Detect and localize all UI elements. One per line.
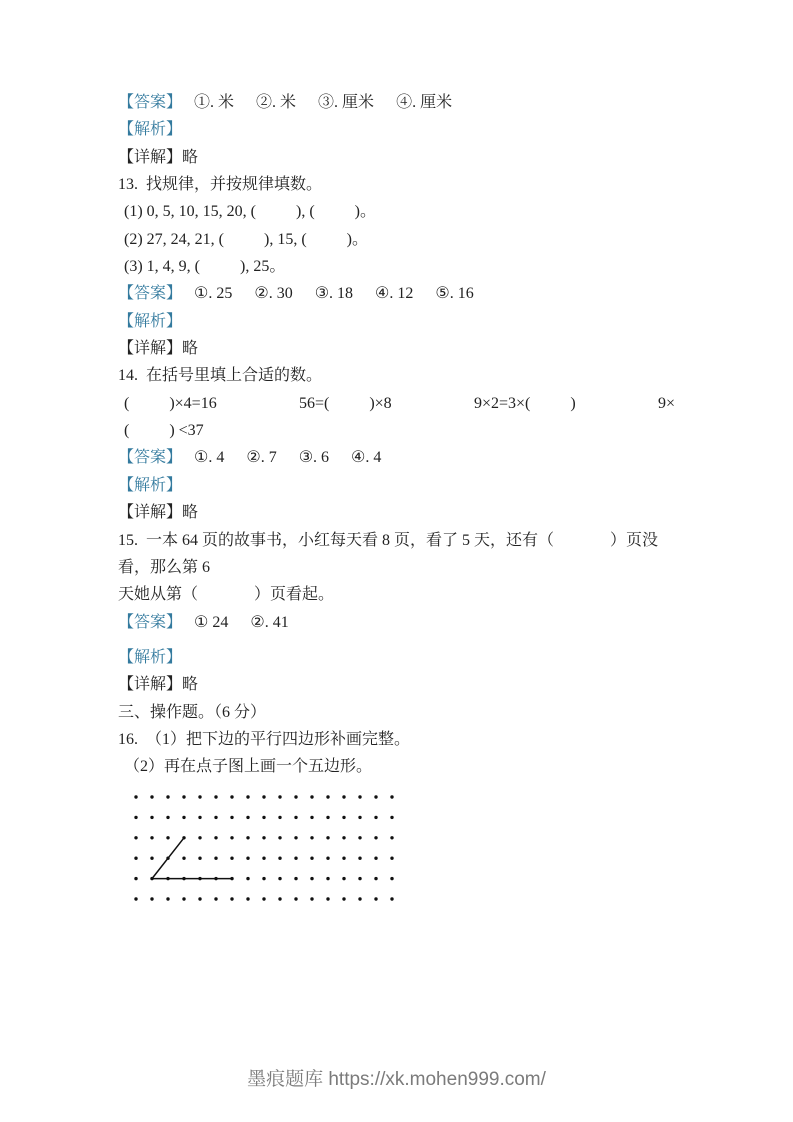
q13-sequence-line-3: (3) 1, 4, 9, ( ), 25。: [124, 258, 286, 276]
detail-line-q13: [118, 335, 675, 362]
detail-label: 【详解】: [118, 340, 183, 358]
detail-text: 略: [182, 504, 199, 522]
q14-expression-2: 56=( )×8: [298, 394, 392, 412]
answer-line-q15: [118, 609, 675, 636]
detail-label: 【详解】: [118, 676, 183, 694]
answer-item: ④. 12: [375, 285, 414, 303]
answer-item: ③. 6: [298, 449, 330, 467]
answer-item: ① 24: [194, 613, 229, 631]
analysis-line-q14: [118, 472, 675, 499]
answer-item: ①. 米: [194, 94, 235, 111]
question-15-text-line-1: 15. 一本 64 页的故事书，小红每天看 8 页，看了 5 天，还有（ ）页没看，那么第 6: [118, 531, 659, 576]
answer-item: ②. 41: [250, 613, 289, 631]
answer-item: ①. 25: [194, 285, 233, 303]
analysis-label: 【解析】: [118, 476, 183, 494]
analysis-line-q15: [118, 644, 675, 671]
q13-sequence-line-2: (2) 27, 24, 21, ( ), 15, ( )。: [124, 230, 368, 248]
question-16-part-1: 16. （1）把下边的平行四边形补画完整。: [118, 730, 411, 748]
detail-text: 略: [182, 148, 199, 166]
q14-expression-4: 9×: [657, 394, 675, 412]
answer-item: ⑤. 16: [435, 285, 474, 303]
q14-expression-line: [118, 390, 675, 417]
document-page: [118, 89, 675, 909]
q14-expression-continued: ( ) <37: [124, 422, 204, 440]
answer-item: ④. 厘米: [396, 94, 453, 111]
question-14-title: 14. 在括号里填上合适的数。: [118, 367, 323, 385]
q14-expression-1: ( )×4=16: [124, 394, 217, 412]
q13-sequence-line-1: (1) 0, 5, 10, 15, 20, ( ), ( )。: [124, 203, 376, 221]
answer-line-q13: [118, 280, 675, 307]
detail-label: 【详解】: [118, 504, 183, 522]
answer-label: 【答案】: [118, 449, 183, 467]
detail-text: 略: [182, 340, 199, 358]
answer-item: ③. 厘米: [318, 94, 375, 111]
answer-item: ②. 米: [256, 94, 297, 111]
detail-text: 略: [182, 676, 199, 694]
answer-line-q12: [118, 89, 675, 116]
answer-item: ②. 30: [254, 285, 293, 303]
footer: [0, 1064, 793, 1091]
section-3-heading: 三、操作题。（6 分）: [118, 703, 267, 721]
detail-line-q14: [118, 499, 675, 526]
analysis-label: 【解析】: [118, 648, 183, 666]
detail-label: 【详解】: [118, 148, 183, 166]
detail-line-q12: [118, 144, 675, 171]
q14-expression-3: 9×2=3×( ): [473, 394, 576, 412]
answer-line-q14: [118, 444, 675, 471]
question-16-part-2: （2）再在点子图上画一个五边形。: [124, 758, 373, 776]
answer-label: 【答案】: [118, 94, 183, 111]
answer-label: 【答案】: [118, 613, 183, 631]
footer-site-text: 墨痕题库 https://xk.mohen999.com/: [247, 1069, 546, 1090]
answer-item: ①. 4: [194, 449, 225, 467]
analysis-label: 【解析】: [118, 312, 183, 330]
answer-item: ②. 7: [246, 449, 277, 467]
question-15-text-line-2: 天她从第（ ）页看起。: [118, 586, 335, 604]
answer-label: 【答案】: [118, 285, 183, 303]
dot-grid-svg: [131, 792, 397, 904]
answer-item: ③. 18: [314, 285, 354, 303]
analysis-line-q12: [118, 116, 675, 143]
analysis-line-q13: [118, 308, 675, 335]
question-13-title: 13. 找规律，并按规律填数。: [118, 176, 323, 194]
detail-line-q15: [118, 671, 675, 698]
dot-grid: [131, 792, 675, 909]
answer-item: ④. 4: [351, 449, 382, 467]
analysis-label: 【解析】: [118, 121, 183, 139]
